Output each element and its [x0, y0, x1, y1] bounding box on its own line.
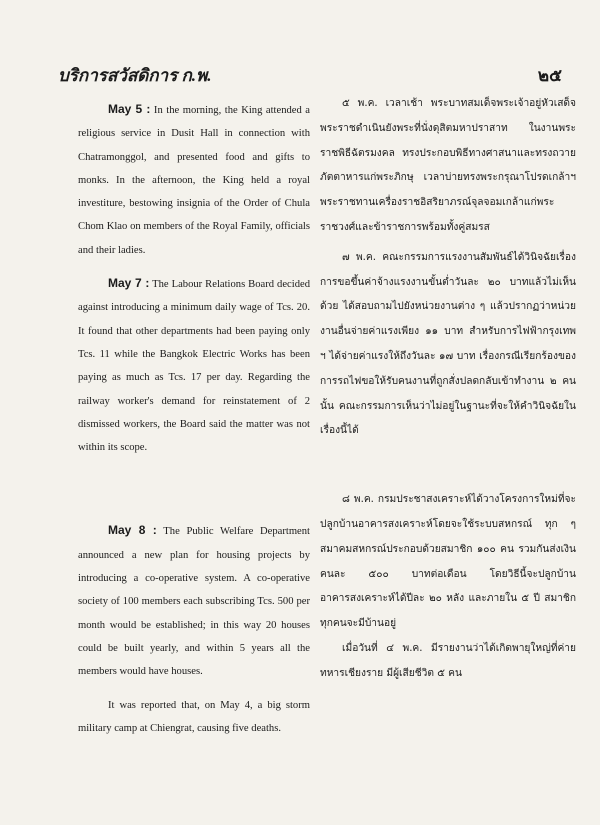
paragraph-may-8	[78, 519, 310, 683]
thai-paragraph-may-7: ๗ พ.ค. คณะกรรมการแรงงานสัมพันธ์ได้วินิจฉัยเรื่องการขอขึ้นค่าจ้างแรงงานขั้นต่ำวันละ ๒๐ บาทแล้วไม่เห็นด้วย ได้สอบถามไปยังหน่วยงานต่าง ๆ แล้วปรากฏว่าหน่วยงานอื่นจ่ายค่าแรงเพียง ๑๑ บาท สำหรับการไฟฟ้ากรุงเทพ ฯ ได้จ่ายค่าแรงให้ถึงวันละ ๑๗ บาท เรื่องกรณีเรียกร้องของการรถไฟขอให้รับคนงานที่ถูกสั่งปลดกลับเข้าทำงาน ๒ คนนั้น คณะกรรมการเห็นว่าไม่อยู่ในฐานะที่จะให้คำวินิจฉัยในเรื่องนี้ได้	[320, 251, 576, 437]
date-label: May 8 :	[108, 523, 157, 538]
thai-paragraph-storm: เมื่อวันที่ ๔ พ.ค. มีรายงานว่าได้เกิดพายุใหญ่ที่ค่ายทหารเชียงราย มีผู้เสียชีวิต ๕ คน	[320, 642, 576, 679]
header-title: บริการสวัสดิการ ก.พ.	[58, 66, 212, 85]
english-column	[78, 98, 310, 740]
paragraph-text: The Labour Relations Board decided against introducing a minimum daily wage of Tcs. 20. It found that other departments had been paying only Tcs. 11 while the Bangkok Electric Works has been paying as much as Tcs. 17 per day. Regarding the railway worker's demand for reinstatement of 2 dismissed workers, the Board said the matter was not within its scope.	[78, 279, 310, 454]
thai-column	[320, 92, 576, 687]
date-label: May 7 :	[108, 276, 150, 291]
date-label: May 5 :	[108, 102, 151, 116]
paragraph-storm-report	[78, 694, 310, 741]
paragraph-text: The Public Welfare Department announced a new plan for housing projects by introducing a co-operative system. A co-operative society of 100 members each subscribing Tcs. 500 per month would be established; in this way 20 houses could be built yearly, and within 5 years all the members would have houses.	[78, 526, 310, 678]
paragraph-may-5	[78, 98, 310, 262]
thai-paragraph-may-8: ๘ พ.ค. กรมประชาสงเคราะห์ได้วางโครงการใหม่ที่จะปลูกบ้านอาคารสงเคราะห์โดยจะใช้ระบบสหกรณ์ ทุก ๆ สมาคมสหกรณ์ประกอบด้วยสมาชิก ๑๐๐ คน รวมกันส่งเงินคนละ ๕๐๐ บาทต่อเดือน โดยวิธีนี้จะปลูกบ้านอาคารสงเคราะห์ได้ปีละ ๒๐ หลัง และภายใน ๕ ปี สมาชิกทุกคนจะมีบ้านอยู่	[320, 494, 576, 630]
paragraph-text: It was reported that, on May 4, a big storm military camp at Chiengrat, causing five deaths.	[78, 699, 310, 734]
paragraph-text: In the morning, the King attended a religious service in Dusit Hall in connection with Chatramonggol, and presented food and gifts to monks. In the afternoon, the King held a royal investiture, bestowing insignia of the Order of Chula Chom Klao on members of the Royal Family, officials and their ladies.	[78, 105, 310, 256]
thai-paragraph-may-5: ๕ พ.ค. เวลาเช้า พระบาทสมเด็จพระเจ้าอยู่หัวเสด็จพระราชดำเนินยังพระที่นั่งดุสิตมหาปราสาท ในงานพระราชพิธีฉัตรมงคล ทรงประกอบพิธีทางศาสนาและทรงถวายภัตตาหารแก่พระภิกษุ เวลาบ่ายทรงพระกรุณาโปรดเกล้าฯ พระราชทานเครื่องราชอิสริยาภรณ์จุลจอมเกล้าแก่พระราชวงศ์และข้าราชการพร้อมทั้งคู่สมรส	[320, 98, 576, 233]
paragraph-may-7	[78, 272, 310, 459]
page-number: ๒๕	[537, 66, 562, 85]
